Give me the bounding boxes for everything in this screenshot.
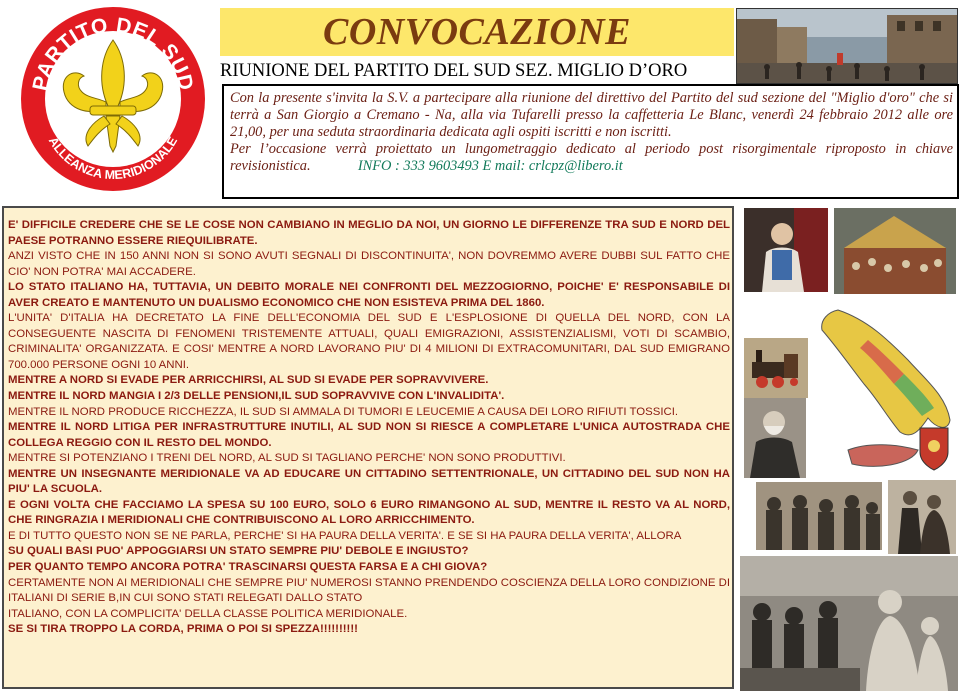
text-paragraph: E' DIFFICILE CREDERE CHE SE LE COSE NON CAMBIANO IN MEGLIO DA NOI, UN GIORNO LE DIFFERENZE TRA SUD E NORD DEL PAESE POTRANNO ESSERE RIEQUILIBRATE. — [8, 219, 730, 247]
page-title: CONVOCAZIONE — [323, 11, 631, 53]
title-banner — [220, 8, 734, 56]
main-text-box — [2, 206, 734, 689]
text-paragraph: MENTRE UN INSEGNANTE MERIDIONALE VA AD EDUCARE UN CITTADINO SETTENTRIONALE, UN CITTADINO DEL SUD NON HA PIU' LA SCUOLA. — [8, 467, 730, 496]
contact-info: INFO : 333 9603493 E mail: crlcpz@libero.it — [357, 158, 623, 174]
logo-top-text: PARTITO DEL SUD — [28, 13, 198, 93]
text-paragraph: PER QUANTO TEMPO ANCORA POTRA' TRASCINARSI QUESTA FARSA E A CHI GIOVA? — [8, 561, 488, 574]
text-paragraph: MENTRE A NORD SI EVADE PER ARRICCHIRSI, AL SUD SI EVADE PER SOPRAVVIVERE. — [8, 374, 489, 387]
text-paragraph: E OGNI VOLTA CHE FACCIAMO LA SPESA SU 100 EURO, SOLO 6 EURO RIMANGONO AL SUD, MENTRE IL RESTO VA AL NORD, CHE RINGRAZIA I MERIDIONALI CHE CONTRIBUISCONO AL LORO ARRICCHIMENTO. — [8, 498, 730, 527]
text-paragraph: E DI TUTTO QUESTO NON SE NE PARLA, PERCHE' SI HA PAURA DELLA VERITA'. E SE SI HA PAURA DELLA VERITA', ALLORA — [8, 529, 682, 542]
film-note: Per l’occasione verrà proiettato un lungometraggio dedicato al periodo post risorgimentale riproposto in chiave revisionistica. — [230, 141, 953, 174]
portrait-king-image — [744, 208, 828, 292]
invitation-text: Con la presente s'invita la S.V. a partecipare alla riunione del direttivo del Partito del sud sezione del "Miglio d'oro" che si terrà a San Giorgio a Cremano - Na, alla via Tufarelli presso la caffetteria Le Blanc, venerdì 24 febbraio 2012 alle ore 21,00, per una seduta straordinaria dedicata agli ospiti iscritti e non iscritti. — [230, 90, 953, 140]
brigands-group-image — [756, 482, 882, 550]
text-paragraph: MENTRE IL NORD PRODUCE RICCHEZZA, IL SUD SI AMMALA DI TUMORI E LEUCEMIE A CAUSA DEI LORO RIFIUTI TOSSICI. — [8, 405, 679, 418]
text-paragraph: SU QUALI BASI PUO' APPOGGIARSI UN STATO SEMPRE PIU' DEBOLE E INGIUSTO? — [8, 545, 469, 558]
general-portrait-image — [744, 398, 806, 478]
logo-bottom-text: ALLEANZA MERIDIONALE — [45, 134, 181, 183]
kingdom-map-image — [808, 300, 958, 480]
page-subtitle: RIUNIONE DEL PARTITO DEL SUD SEZ. MIGLIO D’ORO — [220, 61, 688, 81]
logo-emblem — [20, 6, 206, 192]
text-paragraph: MENTRE IL NORD LITIGA PER INFRASTRUTTURE INUTILI, AL SUD NON SI RIESCE A COMPLETARE L'UNICA AUTOSTRADA CHE COLLEGA REGGIO CON IL RESTO DEL MONDO. — [8, 421, 730, 449]
text-paragraph: ITALIANO, CON LA COMPLICITA' DELLA CLASSE POLITICA MERIDIONALE. — [8, 607, 408, 620]
text-paragraph: MENTRE SI POTENZIANO I TRENI DEL NORD, AL SUD SI TAGLIANO PERCHE' NON SONO PRODUTTIVI. — [8, 452, 566, 465]
couple-portrait-image — [888, 480, 956, 554]
royal-court-image — [834, 208, 956, 294]
text-paragraph: CERTAMENTE NON AI MERIDIONALI CHE SEMPRE PIU' NUMEROSI STANNO PRENDENDO COSCIENZA DELLA LORO CONDIZIONE DI ITALIANI DI SERIE B,IN CUI SONO STATI RELEGATI DALLO STATO — [8, 576, 730, 605]
text-paragraph: L'UNITA' D'ITALIA HA DECRETATO LA FINE DELL'ECONOMIA DEL SUD E L'ESPLOSIONE DI QUELLA DEL NORD, CON LA CONSEGUENTE NASCITA DI FENOMENI TRISTEMENTE ATTUALI, QUALI EMIGRAZIONI, ASSISTENZIALISMI, VOTI DI SCAMBIO, CRIMINALITA' ORGANIZZATA. E COSI' MENTRE A NORD LAVORANO PIU' DI 4 MILIONI DI EXTRACOMUNITARI, DAL SUD EMIGRANO 700.000 PERSONE OGNI 10 ANNI. — [8, 312, 730, 371]
invitation-box — [222, 84, 959, 199]
party-logo — [20, 6, 206, 192]
historic-street-painting — [736, 8, 958, 84]
text-paragraph: ANZI VISTO CHE IN 150 ANNI NON SI SONO AVUTI SEGNALI DI DISCONTINUITA', NON DOVREMMO AVERE DUBBI SUL FATTO CHE CIO' NON POTRA' MAI ACCADERE. — [8, 250, 730, 278]
text-paragraph: SE SI TIRA TROPPO LA CORDA, PRIMA O POI SI SPEZZA!!!!!!!!!! — [8, 623, 358, 636]
steam-locomotive-image — [744, 338, 808, 398]
text-paragraph: MENTRE IL NORD MANGIA I 2/3 DELLE PENSIONI,IL SUD SOPRAVVIVE CON L'INVALIDITA'. — [8, 390, 505, 403]
text-paragraph: LO STATO ITALIANO HA, TUTTAVIA, UN DEBITO MORALE NEI CONFRONTI DEL MEZZOGIORNO, POICHE' E' RESPONSABILE DI AVER CREATO E MANTENUTO UN DUALISMO ECONOMICO CHE NON ESISTEVA PRIMA DEL 1860. — [8, 281, 730, 309]
emigrants-photo-image — [740, 556, 958, 691]
